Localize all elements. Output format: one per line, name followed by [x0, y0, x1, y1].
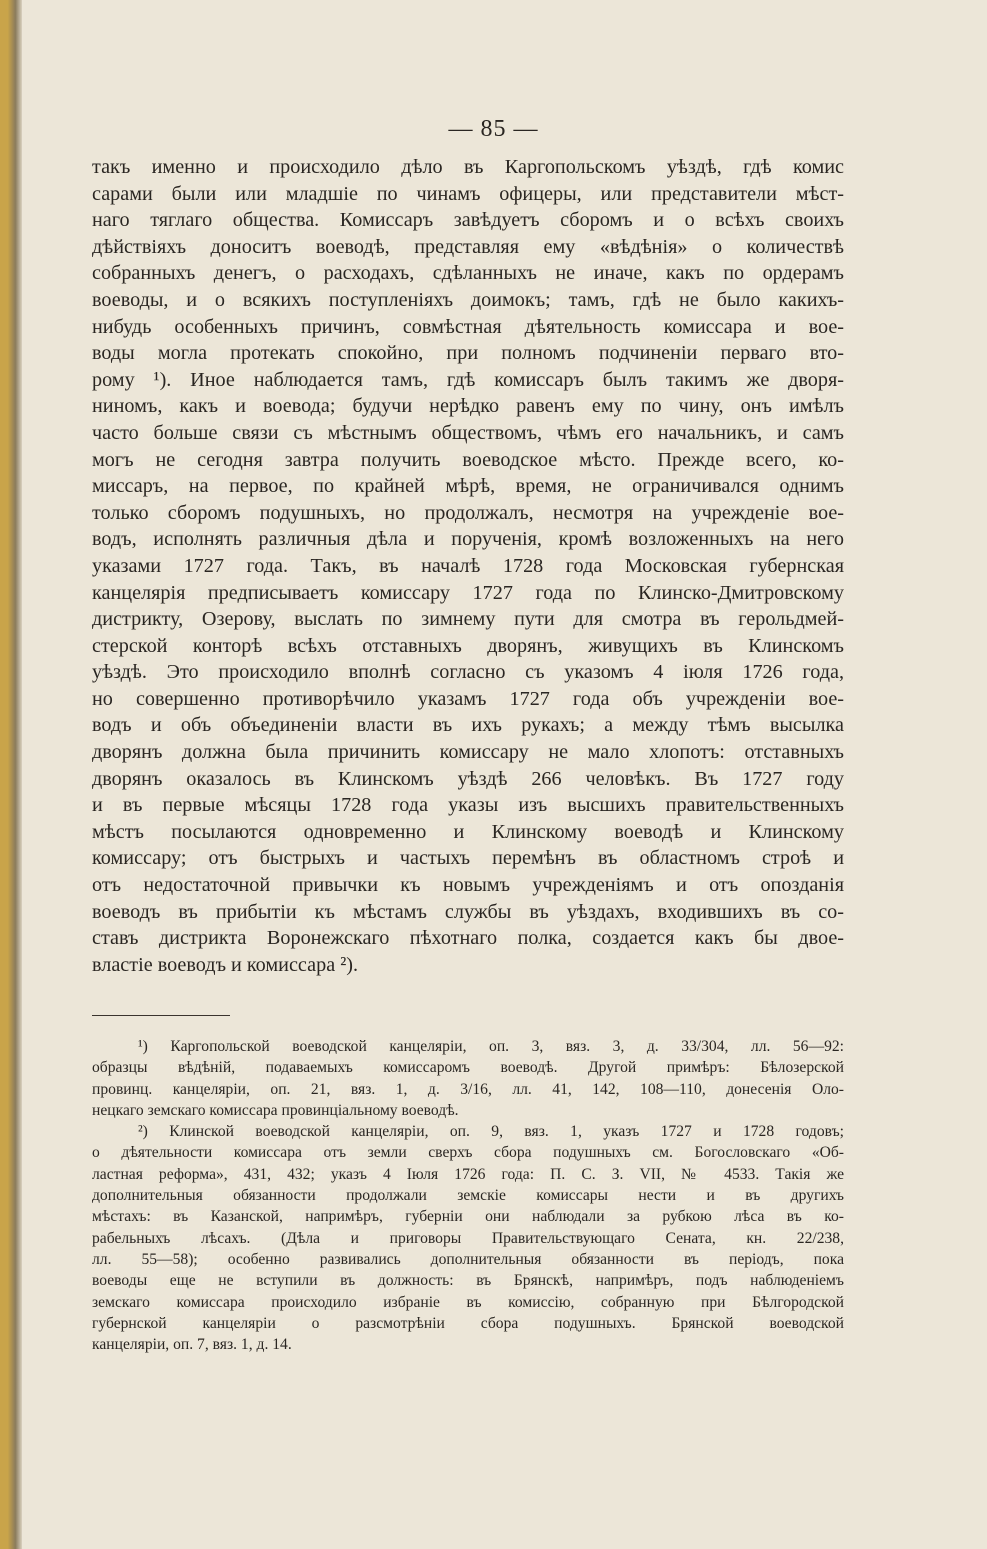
footnote-separator — [92, 1015, 230, 1016]
footnote-1 — [92, 1036, 844, 1121]
text-line: указами 1727 года. Такъ, въ началѣ 1728 года Московская губернская — [92, 554, 844, 577]
footnote-line: нецкаго земскаго комиссара провинціальному воеводѣ. — [92, 1101, 459, 1119]
footnote-line: о дѣятельности комиссара отъ земли сверхъ сбора подушныхъ см. Богословскаго «Об- — [92, 1144, 844, 1162]
main-text — [92, 154, 844, 978]
text-line: водъ и объ объединеніи власти въ ихъ рукахъ; а между тѣмъ высылка — [92, 714, 844, 737]
text-line: часто больше связи съ мѣстнымъ обществомъ, чѣмъ его начальникъ, и самъ — [92, 421, 844, 444]
text-line: собранныхъ денегъ, о расходахъ, сдѣланныхъ не иначе, какъ по ордерамъ — [92, 262, 844, 285]
footnote-2 — [92, 1121, 844, 1355]
footnote-line: образцы вѣдѣній, подаваемыхъ комиссаромъ воеводѣ. Другой примѣръ: Бѣлозерской — [92, 1059, 844, 1077]
text-line: ставъ дистрикта Воронежскаго пѣхотнаго полка, создается какъ бы двое- — [92, 927, 844, 950]
footnote-line: воеводы еще не вступили въ должность: въ Брянскѣ, напримѣръ, подъ наблюденіемъ — [92, 1272, 844, 1290]
text-line: дѣйствіяхъ доноситъ воеводѣ, представляя ему «вѣдѣнія» о количествѣ — [92, 235, 844, 258]
text-line: миссаръ, на первое, по крайней мѣрѣ, время, не ограничивался однимъ — [92, 475, 844, 498]
text-line: воеводъ въ прибытіи къ мѣстамъ службы въ уѣздахъ, входившихъ въ со- — [92, 900, 844, 923]
page-number: — 85 — — [448, 116, 539, 142]
text-line: ниномъ, какъ и воевода; будучи нерѣдко равенъ ему по чину, онъ имѣлъ — [92, 395, 844, 418]
footnote-line: ластная реформа», 431, 432; указъ 4 Іюля 1726 года: П. С. З. VII, № 4533. Такія же — [92, 1165, 844, 1183]
text-line: стерской конторѣ всѣхъ отставныхъ дворянъ, живущихъ въ Клинскомъ — [92, 634, 844, 657]
text-line: мѣстъ посылаются одновременно и Клинскому воеводѣ и Клинскому — [92, 820, 844, 843]
text-line: водъ, исполнять различныя дѣла и порученія, кромѣ возложенныхъ на него — [92, 528, 844, 551]
text-line: отъ недостаточной привычки къ новымъ учрежденіямъ и отъ опозданія — [92, 874, 844, 897]
footnote-line: канцеляріи, оп. 7, вяз. 1, д. 14. — [92, 1336, 292, 1354]
footnote-line: рабельныхъ лѣсахъ. (Дѣла и приговоры Правительствующаго Сената, кн. 22/238, — [92, 1229, 844, 1247]
footnote-line: губернской канцеляріи о разсмотрѣніи сбора подушныхъ. Брянской воеводской — [92, 1314, 844, 1332]
text-line: но совершенно противорѣчило указамъ 1727 года объ учрежденіи вое- — [92, 687, 844, 710]
text-line: и въ первые мѣсяцы 1728 года указы изъ высшихъ правительственныхъ — [92, 794, 844, 817]
footnote-line: ²) Клинской воеводской канцеляріи, оп. 9, вяз. 1, указъ 1727 и 1728 годовъ; — [138, 1123, 844, 1141]
text-line: только сборомъ подушныхъ, но продолжалъ, несмотря на учрежденіе вое- — [92, 501, 844, 524]
footnote-line: провинц. канцеляріи, оп. 21, вяз. 1, д. 3/16, лл. 41, 142, 108—110, донесенія Оло- — [92, 1080, 844, 1098]
text-line: комиссару; отъ быстрыхъ и частыхъ перемѣнъ въ областномъ строѣ и — [92, 847, 844, 870]
text-line: сарами были или младшіе по чинамъ офицеры, или представители мѣст- — [92, 182, 844, 205]
footnote-line: дополнительныя обязанности продолжали земскіе комиссары нести и въ другихъ — [92, 1187, 844, 1205]
text-line: дворянъ оказалось въ Клинскомъ уѣздѣ 266 человѣкъ. Въ 1727 году — [92, 767, 844, 790]
footnotes — [92, 1036, 844, 1355]
text-line: нибудь особенныхъ причинъ, совмѣстная дѣятельность комиссара и вое- — [92, 315, 844, 338]
footnote-line: мѣстахъ: въ Казанской, напримѣръ, губерніи они наблюдали за рубкою лѣса въ ко- — [92, 1208, 844, 1226]
text-line: рому ¹). Иное наблюдается тамъ, гдѣ комиссаръ былъ такимъ же дворя- — [92, 368, 844, 391]
text-line: властіе воеводъ и комиссара ²). — [92, 953, 359, 976]
text-line: дистрикту, Озерову, выслать по зимнему пути для смотра въ герольдмей- — [92, 608, 844, 631]
text-line: такъ именно и происходило дѣло въ Каргопольскомъ уѣздѣ, гдѣ комис — [92, 156, 844, 178]
footnote-line: ¹) Каргопольской воеводской канцеляріи, оп. 3, вяз. 3, д. 33/304, лл. 56—92: — [138, 1038, 844, 1055]
text-line: канцелярія предписываетъ комиссару 1727 года по Клинско-Дмитровскому — [92, 581, 844, 604]
text-line: дворянъ должна была причинить комиссару не мало хлопотъ: отставныхъ — [92, 741, 844, 764]
text-line: воды могла протекать спокойно, при полномъ подчиненіи перваго вто- — [92, 342, 844, 365]
footnote-line: земскаго комиссара происходило избраніе въ комиссію, собранную при Бѣлгородской — [92, 1293, 844, 1311]
footnote-line: лл. 55—58); особенно развивались дополнительныя обязанности въ періодъ, пока — [92, 1250, 844, 1268]
text-line: воеводы, и о всякихъ поступленіяхъ доимокъ; тамъ, гдѣ не было какихъ- — [92, 288, 844, 311]
binding-edge — [0, 0, 22, 1549]
text-line: наго тяглаго общества. Комиссаръ завѣдуетъ сборомъ и о всѣхъ своихъ — [92, 209, 844, 232]
text-line: могъ не сегодня завтра получить воеводское мѣсто. Прежде всего, ко- — [92, 448, 844, 471]
text-line: уѣздѣ. Это происходило вполнѣ согласно съ указомъ 4 іюля 1726 года, — [92, 661, 844, 684]
